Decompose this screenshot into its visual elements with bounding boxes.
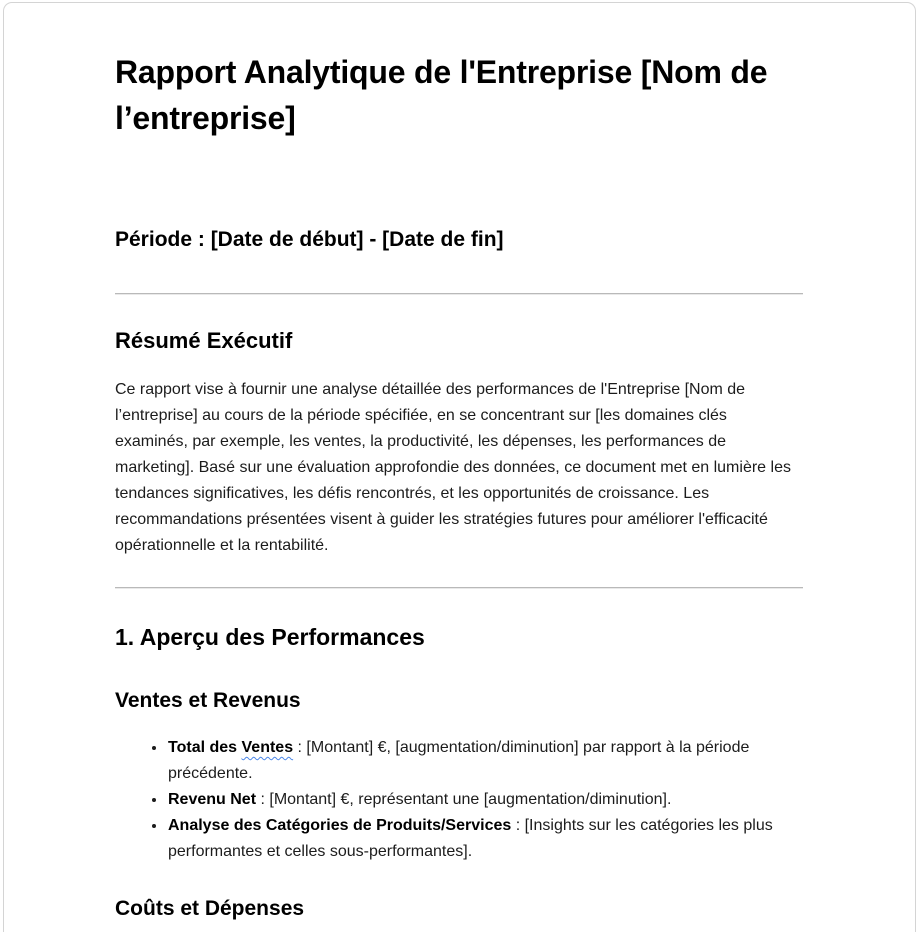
costs-expenses-heading: Coûts et Dépenses — [115, 897, 305, 920]
bullet-rest-text: : [Montant] €, [augmentation/diminution] par rapport à la période précédente. — [168, 739, 750, 782]
executive-summary-paragraph: Ce rapport vise à fournir une analyse détaillée des performances de l'Entreprise [Nom de l’entreprise] au cours de la période spécifiée, en se concentrant sur [les domaines clés examinés, par exemple, les ventes, la productivité, les dépenses, les performances de marketing]. Basé sur une évaluation approfondie des données, ce document met en lumière les tendances significatives, les défis rencontrés, et les opportunités de croissance. Les recommandations présentées visent à guider les stratégies futures pour améliorer l'efficacité opérationnelle et la rentabilité. — [115, 381, 791, 554]
bullet-rest-text: : [Insights sur les catégories les plus performantes et celles sous-performantes]. — [168, 817, 773, 860]
list-item — [167, 813, 803, 865]
section-1-heading: 1. Aperçu des Performances — [115, 624, 425, 650]
bullet-lead-bold: Analyse des Catégories de Produits/Services — [168, 817, 512, 834]
period-line: Période : [Date de début] - [Date de fin] — [115, 228, 504, 251]
list-item — [167, 735, 803, 787]
document-page[interactable] — [3, 2, 916, 932]
executive-summary-heading: Résumé Exécutif — [115, 328, 293, 353]
bullet-lead-bold: Total des — [168, 739, 242, 756]
document-title: Rapport Analytique de l'Entreprise [Nom de l’entreprise] — [115, 54, 768, 136]
bullet-lead-bold: Revenu Net — [168, 791, 257, 808]
sales-bullet-list — [115, 735, 803, 865]
grammar-flagged-word: Ventes — [241, 739, 294, 756]
bullet-rest-text: : [Montant] €, représentant une [augmentation/diminution]. — [256, 791, 672, 808]
list-item — [167, 787, 803, 813]
horizontal-rule-2 — [115, 587, 803, 589]
horizontal-rule-1 — [115, 293, 803, 295]
sales-revenue-heading: Ventes et Revenus — [115, 689, 301, 712]
